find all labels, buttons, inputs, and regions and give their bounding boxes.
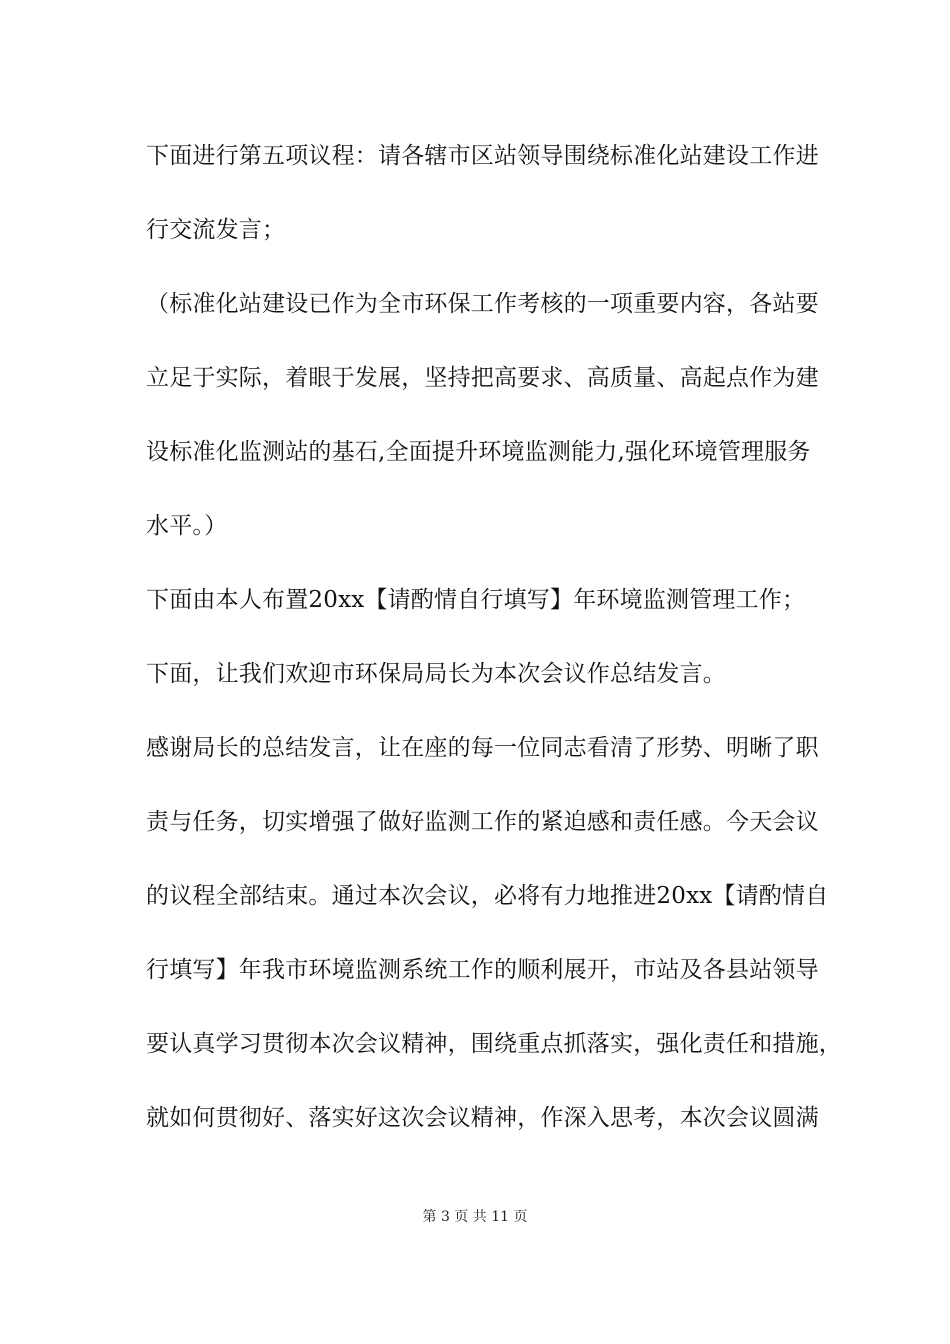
text-line: 水平。） bbox=[146, 513, 228, 539]
text-line: 的议程全部结束。通过本次会议，必将有力地推进20xx【请酌情自 bbox=[146, 883, 829, 909]
page-number-footer: 第 3 页 共 11 页 bbox=[422, 1209, 528, 1225]
text-line: 行交流发言； bbox=[146, 217, 286, 243]
text-line: 责与任务，切实增强了做好监测工作的紧迫感和责任感。今天会议 bbox=[146, 809, 819, 835]
text-line: 行填写】年我市环境监测系统工作的顺利展开，市站及各县站领导 bbox=[146, 957, 819, 983]
text-line: （标准化站建设已作为全市环保工作考核的一项重要内容，各站要 bbox=[146, 291, 819, 317]
text-line: 要认真学习贯彻本次会议精神，围绕重点抓落实，强化责任和措施， bbox=[146, 1031, 842, 1057]
text-line: 设标准化监测站的基石,全面提升环境监测能力,强化环境管理服务 bbox=[146, 439, 811, 465]
text-line: 下面由本人布置20xx【请酌情自行填写】年环境监测管理工作； bbox=[146, 587, 806, 613]
text-line: 感谢局长的总结发言，让在座的每一位同志看清了形势、明晰了职 bbox=[146, 735, 819, 761]
text-line: 就如何贯彻好、落实好这次会议精神，作深入思考，本次会议圆满 bbox=[146, 1105, 819, 1131]
text-line: 立足于实际，着眼于发展，坚持把高要求、高质量、高起点作为建 bbox=[146, 365, 819, 391]
text-line: 下面进行第五项议程：请各辖市区站领导围绕标准化站建设工作进 bbox=[146, 143, 819, 169]
text-line: 下面，让我们欢迎市环保局局长为本次会议作总结发言。 bbox=[146, 661, 726, 687]
